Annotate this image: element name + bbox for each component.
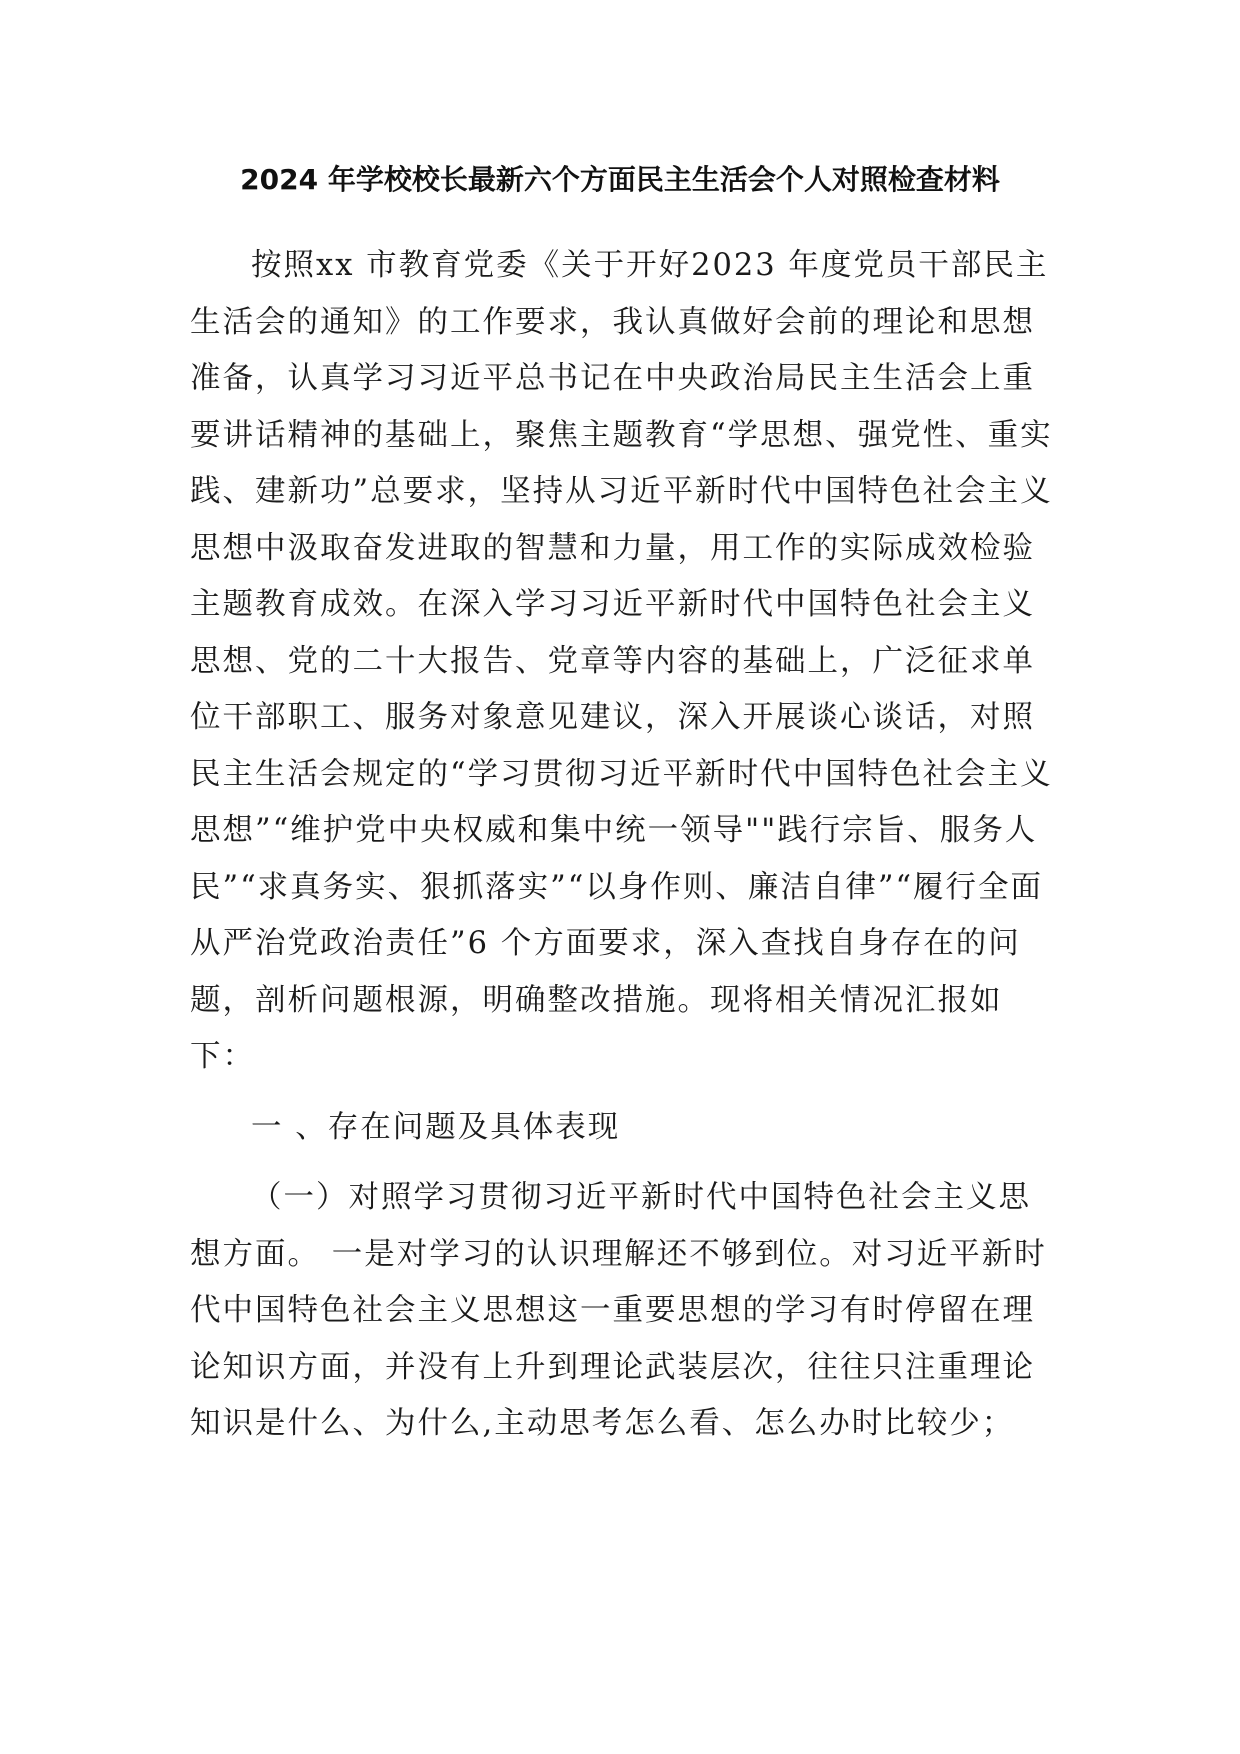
document-title: 2024 年学校校长最新六个方面民主生活会个人对照检查材料 [240,163,1000,196]
document-body [190,238,1060,1453]
sub-paragraph: （一）对照学习贯彻习近平新时代中国特色社会主义思想方面。 一是对学习的认识理解还不够到位。对习近平新时代中国特色社会主义思想这一重要思想的学习有时停留在理论知识方面，并没有上升到理论武装层次，往往只注重理论知识是什么、为什么,主动思考怎么看、怎么办时比较少； [190,1180,1047,1441]
intro-paragraph: 按照xx 市教育党委《关于开好2023 年度党员干部民主生活会的通知》的工作要求，我认真做好会前的理论和思想准备，认真学习习近平总书记在中央政治局民主生活会上重要讲话精神的基础上，聚焦主题教育“学思想、强党性、重实践、建新功”总要求，坚持从习近平新时代中国特色社会主义思想中汲取奋发进取的智慧和力量，用工作的实际成效检验主题教育成效。在深入学习习近平新时代中国特色社会主义思想、党的二十大报告、党章等内容的基础上，广泛征求单位干部职工、服务对象意见建议，深入开展谈心谈话，对照民主生活会规定的“学习贯彻习近平新时代中国特色社会主义思想”“维护党中央权威和集中统一领导""践行宗旨、服务人民”“求真务实、狠抓落实”“以身作则、廉洁自律”“履行全面从严治党政治责任”6 个方面要求，深入查找自身存在的问题，剖析问题根源，明确整改措施。现将相关情况汇报如下： [190,248,1053,1074]
section-heading: 一 、存在问题及具体表现 [251,1109,621,1145]
